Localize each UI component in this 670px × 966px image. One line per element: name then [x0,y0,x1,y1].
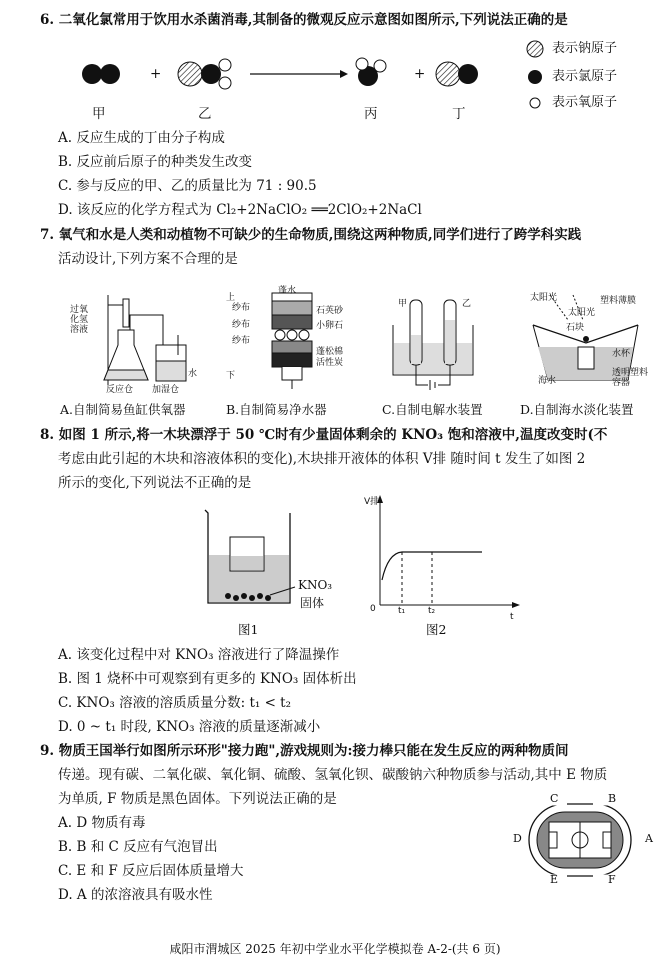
q6-stem: 6. 二氧化氯常用于饮用水杀菌消毒,其制备的微观反应示意图如图所示,下列说法正确的是 [40,12,568,28]
fig-b-label-gauze-2: 纱布 [232,320,251,330]
q7-stem-line2: 活动设计,下列方案不合理的是 [58,251,238,267]
chlorine-atom [82,64,102,84]
fig-a-label-water: 水 [188,369,198,379]
q7-stem-line1: 7. 氧气和水是人类和动植物不可缺少的生命物质,围绕这两种物质,同学们进行了跨学科实践 [40,227,582,243]
q9-stem-line1: 9. 物质王国举行如图所示环形"接力跑",游戏规则为:接力棒只能在发生反应的两种物质间 [40,743,569,759]
legend-oxygen-icon [530,98,540,108]
q6-option-a: A. 反应生成的丁由分子构成 [58,130,225,146]
track-label-b: B [608,792,617,805]
fig-b-label-bottom: 下 [226,371,236,381]
q7-caption-d: D.自制海水淡化装置 [520,402,634,417]
oxygen-atom [219,77,231,89]
legend-sodium-icon [527,41,543,57]
fig-b-label-cotton: 蓬松棉 [316,347,344,357]
q7-figure-a [68,285,198,395]
q9-stem-line2: 传递。现有碳、二氧化碳、氧化铜、硫酸、氢氧化钡、碳酸钠六种物质参与活动,其中 E 物质 [58,767,608,783]
fig2-t2: t₂ [428,606,436,616]
q7-caption-c: C.自制电解水装置 [382,402,483,417]
fig-b-label-top: 上 [226,293,236,303]
q6-option-d: D. 该反应的化学方程式为 Cl₂+2NaClO₂ ══2ClO₂+2NaCl [58,202,422,218]
fig2-origin: 0 [370,604,376,614]
q8-stem-line1: 8. 如图 1 所示,将一木块漂浮于 50 ℃时有少量固体剩余的 KNO₃ 饱和溶液中,温度改变时(不 [40,427,608,443]
fig-b-label-sand: 石英砂 [316,306,344,316]
q7-caption-b: B.自制简易净水器 [226,402,327,417]
oxygen-atom [374,60,386,72]
fig-b-label-gauze-1: 纱布 [232,303,251,313]
q9-option-d: D. A 的浓溶液具有吸水性 [58,887,213,903]
label-yi: 乙 [198,106,212,122]
track-label-e: E [550,873,559,886]
q8-option-c: C. KNO₃ 溶液的溶质质量分数: t₁ < t₂ [58,695,292,711]
fig-d-label-sun-2: 太阳光 [568,308,596,318]
q9-option-b: B. B 和 C 反应有气泡冒出 [58,839,218,855]
fig-d-label-film: 塑料薄膜 [600,296,637,306]
fig-a-label-reaction: 反应仓 [106,385,134,395]
track-label-c: C [550,792,559,805]
reaction-arrow [340,70,348,78]
legend-sodium-label: 表示钠原子 [552,41,618,56]
legend-chlorine-label: 表示氯原子 [552,69,618,84]
sodium-atom [436,62,460,86]
fig-d-label-container: 透明塑料容器 [612,368,649,388]
q8-stem-line2: 考虑由此引起的木块和溶液体积的变化),木块排开液体的体积 V排 随时间 t 发生了如图 2 [58,451,586,467]
q6-option-c: C. 参与反应的甲、乙的质量比为 71 : 90.5 [58,178,317,194]
label-bing: 丙 [364,106,378,122]
fig-c-label-yi: 乙 [462,299,472,309]
fig-a-label-humid: 加湿仓 [152,385,180,395]
q9-option-a: A. D 物质有毒 [58,815,146,831]
q6-option-b: B. 反应前后原子的种类发生改变 [58,154,253,170]
oxygen-atom [356,58,368,70]
fig-b-label-pebble: 小卵石 [316,321,344,331]
chlorine-atom [201,64,221,84]
track-label-f: F [608,873,616,886]
page-footer: 咸阳市渭城区 2025 年初中学业水平化学模拟卷 A-2-(共 6 页) [169,942,501,956]
track-label-d: D [513,832,522,845]
fig2-t1: t₁ [398,606,406,616]
q8-figure-1-beaker [200,505,300,605]
fig2-caption: 图2 [426,622,447,637]
legend-chlorine-icon [528,70,542,84]
fig2-x-label: t [510,612,514,622]
fig-d-label-sun-1: 太阳光 [530,293,558,303]
q8-figure-2-graph [370,495,520,605]
q8-stem-line3: 所示的变化,下列说法不正确的是 [58,475,252,491]
track-label-a: A [645,832,653,845]
fig-b-label-water: 蓬水 [278,286,297,296]
fig1-label-kno3: KNO₃ [298,578,333,592]
q8-option-a: A. 该变化过程中对 KNO₃ 溶液进行了降温操作 [58,647,340,663]
sodium-atom [178,62,202,86]
oxygen-atom [219,59,231,71]
chlorine-atom [100,64,120,84]
q9-stem-line3: 为单质, F 物质是黑色固体。下列说法正确的是 [58,791,337,807]
q9-relay-track [525,800,635,880]
legend-oxygen-label: 表示氧原子 [552,95,618,110]
fig2-y-label: V排 [364,497,380,507]
q7-figure-b [262,285,342,395]
fig-d-label-seawater: 海水 [538,376,557,386]
q7-caption-a: A.自制简易鱼缸供氧器 [60,402,186,417]
plus-sign: + [150,66,162,82]
fig-d-label-cup: 水杯 [612,349,631,359]
fig-b-label-carbon: 活性炭 [316,358,344,368]
chlorine-atom [458,64,478,84]
fig1-caption: 图1 [238,622,259,637]
fig-b-label-gauze-3: 纱布 [232,336,251,346]
q8-option-d: D. 0 ~ t₁ 时段, KNO₃ 溶液的质量逐渐减小 [58,719,321,735]
label-ding: 丁 [452,106,466,122]
fig1-label-solid: 固体 [300,596,325,610]
fig-c-label-jia: 甲 [398,299,408,309]
q9-option-c: C. E 和 F 反应后固体质量增大 [58,863,244,879]
q8-option-b: B. 图 1 烧杯中可观察到有更多的 KNO₃ 固体析出 [58,671,357,687]
fig-a-label-h2o2: 过氧化氢溶液 [70,305,89,335]
plus-sign: + [414,66,426,82]
fig-d-label-stone: 石块 [566,323,585,333]
label-jia: 甲 [92,106,106,122]
